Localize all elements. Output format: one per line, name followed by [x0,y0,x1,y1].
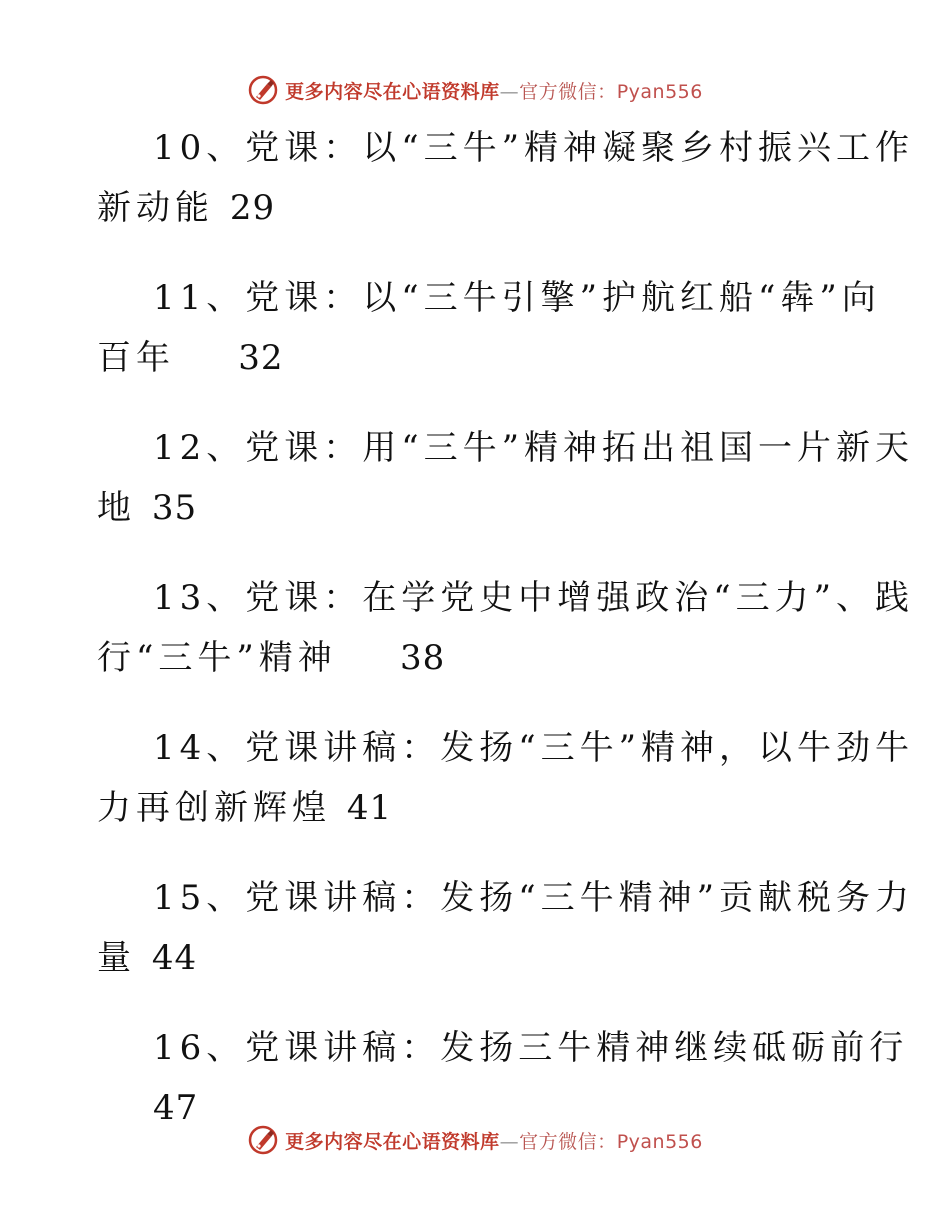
toc-entry-title: 12、党课：用“三牛”精神拓出祖国一片新天 [153,428,915,468]
toc-entry-title: 16、党课讲稿：发扬三牛精神继续砥砺前行 [153,1028,909,1068]
toc-entry-14 [97,718,915,838]
toc-entry-page: 44 [151,938,198,978]
toc-entry-10 [97,118,915,238]
toc-entry-title: 14、党课讲稿：发扬“三牛”精神，以牛劲牛 [153,728,915,768]
footer-banner-id: Pyan556 [616,1130,703,1153]
toc-entry-continuation [97,178,837,238]
pen-logo-icon [247,1124,279,1156]
toc-entry-page: 41 [346,788,393,828]
header-banner-id: Pyan556 [616,80,703,103]
toc-entry-page: 32 [238,338,284,378]
toc-entry-title-cont: 行“三牛”精神 [97,638,337,678]
toc-entry-title: 10、党课：以“三牛”精神凝聚乡村振兴工作 [153,128,915,168]
toc-entry-title: 11、党课：以“三牛引擎”护航红船“犇”向 [153,278,881,318]
toc-entry-continuation [97,928,837,988]
toc-entry-title-cont: 新动能 [97,188,214,228]
toc-entry-title: 13、党课：在学党史中增强政治“三力”、践 [153,578,915,618]
pen-logo-icon [247,74,279,106]
toc-entry-title-cont: 地 [97,488,136,528]
toc-entry-continuation [97,628,837,688]
toc-entry-15 [97,868,915,988]
footer-banner [0,1120,950,1160]
toc-entry-title-cont: 力再创新辉煌 [97,788,331,828]
toc-entry-11 [97,268,881,388]
toc-entry-continuation [97,778,837,838]
toc-list [97,118,915,1168]
header-banner-dash: — [499,80,520,103]
header-banner-sub: 官方微信： [519,80,617,103]
header-banner-text [285,77,703,104]
toc-entry-page: 47 [153,1088,199,1128]
footer-banner-dash: — [499,1130,520,1153]
toc-entry-title-cont: 百年 [97,338,175,378]
toc-entry-page: 35 [151,488,198,528]
header-banner [0,70,950,110]
toc-entry-title-cont: 量 [97,938,136,978]
toc-entry-continuation [97,478,837,538]
toc-entry-title: 15、党课讲稿：发扬“三牛精神”贡献税务力 [153,878,915,918]
footer-banner-sub: 官方微信： [519,1130,617,1153]
footer-banner-text [285,1127,703,1154]
toc-entry-page: 29 [229,188,276,228]
toc-entry-continuation [97,328,837,388]
footer-banner-lead: 更多内容尽在心语资料库 [285,1130,500,1153]
toc-entry-page: 38 [400,638,446,678]
toc-entry-13 [97,568,915,688]
toc-entry-12 [97,418,915,538]
header-banner-lead: 更多内容尽在心语资料库 [285,80,500,103]
